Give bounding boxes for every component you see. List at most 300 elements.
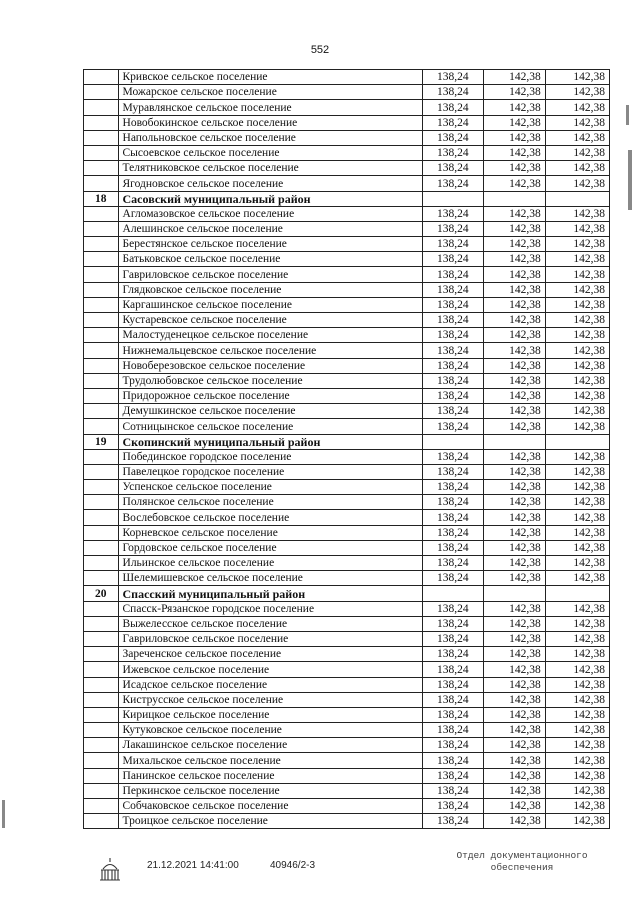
settlement-row	[84, 145, 610, 160]
settlement-name: Спасский муниципальный район	[118, 586, 423, 601]
value-3: 142,38	[545, 115, 609, 130]
value-3: 142,38	[545, 85, 609, 100]
settlement-row	[84, 267, 610, 282]
row-number	[84, 723, 119, 738]
value-1: 138,24	[423, 571, 483, 586]
value-1: 138,24	[423, 707, 483, 722]
value-3: 142,38	[545, 206, 609, 221]
value-3: 142,38	[545, 783, 609, 798]
settlement-name: Кирицкое сельское поселение	[118, 707, 423, 722]
value-2: 142,38	[483, 464, 545, 479]
value-2: 142,38	[483, 753, 545, 768]
value-2: 142,38	[483, 677, 545, 692]
settlement-row	[84, 738, 610, 753]
value-1: 138,24	[423, 662, 483, 677]
settlement-row	[84, 449, 610, 464]
value-2: 142,38	[483, 814, 545, 829]
row-number	[84, 297, 119, 312]
value-1: 138,24	[423, 115, 483, 130]
settlement-row	[84, 677, 610, 692]
value-3: 142,38	[545, 495, 609, 510]
value-1: 138,24	[423, 647, 483, 662]
settlement-name: Кривское сельское поселение	[118, 70, 423, 85]
settlement-name: Демушкинское сельское поселение	[118, 404, 423, 419]
value-1: 138,24	[423, 328, 483, 343]
value-2: 142,38	[483, 647, 545, 662]
value-3: 142,38	[545, 130, 609, 145]
value-1: 138,24	[423, 510, 483, 525]
settlement-row	[84, 510, 610, 525]
value-1: 138,24	[423, 313, 483, 328]
value-3: 142,38	[545, 799, 609, 814]
value-3: 142,38	[545, 282, 609, 297]
row-number	[84, 662, 119, 677]
value-1: 138,24	[423, 161, 483, 176]
value-2: 142,38	[483, 556, 545, 571]
row-number	[84, 738, 119, 753]
value-1: 138,24	[423, 799, 483, 814]
value-2: 142,38	[483, 358, 545, 373]
settlement-name: Трудолюбовское сельское поселение	[118, 373, 423, 388]
value-3: 142,38	[545, 768, 609, 783]
value-2: 142,38	[483, 70, 545, 85]
value-1: 138,24	[423, 282, 483, 297]
value-1: 138,24	[423, 449, 483, 464]
settlement-name: Алешинское сельское поселение	[118, 221, 423, 236]
value-3: 142,38	[545, 814, 609, 829]
value-2: 142,38	[483, 85, 545, 100]
row-number	[84, 647, 119, 662]
row-number	[84, 404, 119, 419]
row-number	[84, 571, 119, 586]
value-2: 142,38	[483, 373, 545, 388]
value-1: 138,24	[423, 206, 483, 221]
settlement-name: Каргашинское сельское поселение	[118, 297, 423, 312]
row-number	[84, 510, 119, 525]
value-3: 142,38	[545, 601, 609, 616]
settlement-row	[84, 662, 610, 677]
row-number	[84, 252, 119, 267]
value-1	[423, 434, 483, 449]
value-3: 142,38	[545, 145, 609, 160]
settlement-row	[84, 631, 610, 646]
value-2: 142,38	[483, 252, 545, 267]
value-1: 138,24	[423, 343, 483, 358]
value-3: 142,38	[545, 480, 609, 495]
value-1: 138,24	[423, 601, 483, 616]
value-3: 142,38	[545, 647, 609, 662]
emblem-icon	[97, 856, 123, 882]
settlement-row	[84, 753, 610, 768]
row-number: 18	[84, 191, 119, 206]
settlement-row	[84, 282, 610, 297]
settlement-name: Побединское городское поселение	[118, 449, 423, 464]
value-3: 142,38	[545, 738, 609, 753]
settlement-row	[84, 571, 610, 586]
settlement-name: Сасовский муниципальный район	[118, 191, 423, 206]
settlement-row	[84, 525, 610, 540]
value-2: 142,38	[483, 328, 545, 343]
value-1: 138,24	[423, 753, 483, 768]
settlement-name: Новобокинское сельское поселение	[118, 115, 423, 130]
settlement-name: Гордовское сельское поселение	[118, 540, 423, 555]
value-2: 142,38	[483, 100, 545, 115]
value-1: 138,24	[423, 130, 483, 145]
value-2: 142,38	[483, 495, 545, 510]
value-1: 138,24	[423, 677, 483, 692]
row-number	[84, 449, 119, 464]
row-number	[84, 221, 119, 236]
row-number	[84, 692, 119, 707]
value-1: 138,24	[423, 237, 483, 252]
row-number	[84, 358, 119, 373]
value-1: 138,24	[423, 783, 483, 798]
row-number: 20	[84, 586, 119, 601]
row-number	[84, 768, 119, 783]
value-3: 142,38	[545, 631, 609, 646]
row-number	[84, 373, 119, 388]
value-3: 142,38	[545, 221, 609, 236]
settlement-name: Ягодновское сельское поселение	[118, 176, 423, 191]
settlement-name: Киструсское сельское поселение	[118, 692, 423, 707]
value-3: 142,38	[545, 692, 609, 707]
settlement-row	[84, 206, 610, 221]
value-2: 142,38	[483, 525, 545, 540]
value-2: 142,38	[483, 237, 545, 252]
value-1: 138,24	[423, 540, 483, 555]
value-1: 138,24	[423, 221, 483, 236]
value-1: 138,24	[423, 723, 483, 738]
value-1: 138,24	[423, 145, 483, 160]
value-3	[545, 586, 609, 601]
settlement-name: Полянское сельское поселение	[118, 495, 423, 510]
row-number	[84, 495, 119, 510]
settlement-row	[84, 692, 610, 707]
value-1: 138,24	[423, 419, 483, 434]
row-number	[84, 145, 119, 160]
row-number	[84, 783, 119, 798]
value-3: 142,38	[545, 449, 609, 464]
value-3: 142,38	[545, 313, 609, 328]
value-3: 142,38	[545, 464, 609, 479]
settlement-row	[84, 313, 610, 328]
row-number	[84, 480, 119, 495]
settlement-row	[84, 783, 610, 798]
settlement-name: Придорожное сельское поселение	[118, 388, 423, 403]
row-number	[84, 419, 119, 434]
value-1: 138,24	[423, 525, 483, 540]
settlement-name: Батьковское сельское поселение	[118, 252, 423, 267]
value-1: 138,24	[423, 814, 483, 829]
value-3: 142,38	[545, 556, 609, 571]
value-1: 138,24	[423, 404, 483, 419]
settlement-row	[84, 252, 610, 267]
value-2	[483, 434, 545, 449]
settlement-name: Корневское сельское поселение	[118, 525, 423, 540]
row-number	[84, 237, 119, 252]
value-2: 142,38	[483, 176, 545, 191]
value-2: 142,38	[483, 419, 545, 434]
value-2: 142,38	[483, 616, 545, 631]
row-number	[84, 343, 119, 358]
settlement-row	[84, 723, 610, 738]
settlement-row	[84, 221, 610, 236]
value-3: 142,38	[545, 616, 609, 631]
settlement-name: Нижнемальцевское сельское поселение	[118, 343, 423, 358]
margin-scan-mark	[2, 800, 5, 828]
value-3: 142,38	[545, 723, 609, 738]
settlement-name: Троицкое сельское поселение	[118, 814, 423, 829]
value-3: 142,38	[545, 100, 609, 115]
value-2: 142,38	[483, 221, 545, 236]
value-3: 142,38	[545, 358, 609, 373]
settlement-name: Глядковское сельское поселение	[118, 282, 423, 297]
row-number	[84, 328, 119, 343]
settlement-name: Павелецкое городское поселение	[118, 464, 423, 479]
stamp-line-2: обеспечения	[490, 862, 554, 873]
value-3: 142,38	[545, 328, 609, 343]
row-number	[84, 677, 119, 692]
settlement-name: Перкинское сельское поселение	[118, 783, 423, 798]
settlement-name: Ильинское сельское поселение	[118, 556, 423, 571]
settlement-name: Вослебовское сельское поселение	[118, 510, 423, 525]
value-2: 142,38	[483, 130, 545, 145]
value-2: 142,38	[483, 313, 545, 328]
row-number	[84, 814, 119, 829]
settlement-name: Выжелесское сельское поселение	[118, 616, 423, 631]
value-1: 138,24	[423, 176, 483, 191]
value-3	[545, 191, 609, 206]
district-row	[84, 191, 610, 206]
value-3: 142,38	[545, 373, 609, 388]
value-1: 138,24	[423, 556, 483, 571]
value-1	[423, 586, 483, 601]
value-1: 138,24	[423, 738, 483, 753]
settlement-row	[84, 343, 610, 358]
value-2: 142,38	[483, 297, 545, 312]
value-3: 142,38	[545, 510, 609, 525]
value-3: 142,38	[545, 753, 609, 768]
row-number	[84, 556, 119, 571]
value-1: 138,24	[423, 388, 483, 403]
settlement-row	[84, 647, 610, 662]
row-number	[84, 464, 119, 479]
value-1: 138,24	[423, 495, 483, 510]
value-1: 138,24	[423, 373, 483, 388]
value-3: 142,38	[545, 70, 609, 85]
value-2: 142,38	[483, 388, 545, 403]
value-2	[483, 586, 545, 601]
settlement-name: Скопинский муниципальный район	[118, 434, 423, 449]
settlement-row	[84, 161, 610, 176]
settlement-row	[84, 464, 610, 479]
settlement-name: Лакашинское сельское поселение	[118, 738, 423, 753]
margin-scan-mark	[628, 150, 632, 210]
settlement-row	[84, 480, 610, 495]
value-2: 142,38	[483, 343, 545, 358]
value-2: 142,38	[483, 631, 545, 646]
value-2: 142,38	[483, 601, 545, 616]
settlement-name: Кустаревское сельское поселение	[118, 313, 423, 328]
settlement-name: Новоберезовское сельское поселение	[118, 358, 423, 373]
value-1: 138,24	[423, 70, 483, 85]
value-2: 142,38	[483, 404, 545, 419]
row-number	[84, 616, 119, 631]
value-3: 142,38	[545, 252, 609, 267]
settlement-row	[84, 768, 610, 783]
settlement-name: Можарское сельское поселение	[118, 85, 423, 100]
value-1	[423, 191, 483, 206]
settlement-name: Берестянское сельское поселение	[118, 237, 423, 252]
value-3: 142,38	[545, 343, 609, 358]
settlement-row	[84, 556, 610, 571]
row-number	[84, 753, 119, 768]
value-2: 142,38	[483, 449, 545, 464]
settlement-name: Агломазовское сельское поселение	[118, 206, 423, 221]
value-2	[483, 191, 545, 206]
value-1: 138,24	[423, 85, 483, 100]
value-3	[545, 434, 609, 449]
value-2: 142,38	[483, 540, 545, 555]
settlement-name: Малостуденецкое сельское поселение	[118, 328, 423, 343]
row-number	[84, 115, 119, 130]
row-number	[84, 388, 119, 403]
value-1: 138,24	[423, 631, 483, 646]
settlement-row	[84, 297, 610, 312]
settlement-name: Спасск-Рязанское городское поселение	[118, 601, 423, 616]
settlement-row	[84, 419, 610, 434]
value-3: 142,38	[545, 388, 609, 403]
value-2: 142,38	[483, 692, 545, 707]
value-2: 142,38	[483, 267, 545, 282]
settlement-name: Муравлянское сельское поселение	[118, 100, 423, 115]
margin-scan-mark	[626, 105, 629, 125]
settlement-name: Шелемишевское сельское поселение	[118, 571, 423, 586]
value-3: 142,38	[545, 525, 609, 540]
department-stamp	[442, 850, 602, 874]
value-3: 142,38	[545, 176, 609, 191]
settlements-table	[83, 69, 610, 829]
stamp-line-1: Отдел документационного	[456, 850, 588, 861]
settlement-row	[84, 495, 610, 510]
settlement-name: Кутуковское сельское поселение	[118, 723, 423, 738]
settlement-row	[84, 176, 610, 191]
value-2: 142,38	[483, 480, 545, 495]
settlement-name: Сотницынское сельское поселение	[118, 419, 423, 434]
settlement-row	[84, 707, 610, 722]
footer-datetime: 21.12.2021 14:41:00	[147, 860, 239, 871]
settlement-row	[84, 404, 610, 419]
settlement-name: Гавриловское сельское поселение	[118, 267, 423, 282]
value-3: 142,38	[545, 707, 609, 722]
row-number	[84, 799, 119, 814]
value-2: 142,38	[483, 510, 545, 525]
value-3: 142,38	[545, 419, 609, 434]
row-number	[84, 267, 119, 282]
row-number	[84, 525, 119, 540]
value-1: 138,24	[423, 692, 483, 707]
settlement-name: Исадское сельское поселение	[118, 677, 423, 692]
settlement-row	[84, 388, 610, 403]
settlement-row	[84, 237, 610, 252]
value-3: 142,38	[545, 237, 609, 252]
settlement-row	[84, 540, 610, 555]
value-2: 142,38	[483, 738, 545, 753]
value-2: 142,38	[483, 115, 545, 130]
value-1: 138,24	[423, 100, 483, 115]
settlement-name: Напольновское сельское поселение	[118, 130, 423, 145]
value-2: 142,38	[483, 145, 545, 160]
value-3: 142,38	[545, 540, 609, 555]
settlement-name: Собчаковское сельское поселение	[118, 799, 423, 814]
row-number	[84, 601, 119, 616]
settlement-row	[84, 328, 610, 343]
settlement-row	[84, 373, 610, 388]
settlement-row	[84, 601, 610, 616]
value-3: 142,38	[545, 677, 609, 692]
value-3: 142,38	[545, 267, 609, 282]
value-2: 142,38	[483, 571, 545, 586]
row-number	[84, 631, 119, 646]
settlement-row	[84, 358, 610, 373]
row-number	[84, 707, 119, 722]
value-1: 138,24	[423, 252, 483, 267]
settlement-name: Гавриловское сельское поселение	[118, 631, 423, 646]
settlement-row	[84, 70, 610, 85]
row-number	[84, 85, 119, 100]
settlement-name: Панинское сельское поселение	[118, 768, 423, 783]
value-1: 138,24	[423, 464, 483, 479]
value-2: 142,38	[483, 206, 545, 221]
footer-doc-id: 40946/2-3	[270, 860, 316, 871]
settlement-row	[84, 130, 610, 145]
row-number	[84, 161, 119, 176]
row-number	[84, 176, 119, 191]
settlement-row	[84, 115, 610, 130]
row-number	[84, 206, 119, 221]
page-number: 552	[310, 44, 330, 56]
value-3: 142,38	[545, 571, 609, 586]
value-1: 138,24	[423, 768, 483, 783]
value-2: 142,38	[483, 282, 545, 297]
settlement-row	[84, 85, 610, 100]
value-1: 138,24	[423, 358, 483, 373]
value-2: 142,38	[483, 768, 545, 783]
settlement-name: Михальское сельское поселение	[118, 753, 423, 768]
value-3: 142,38	[545, 161, 609, 176]
row-number	[84, 540, 119, 555]
settlement-name: Телятниковское сельское поселение	[118, 161, 423, 176]
value-2: 142,38	[483, 662, 545, 677]
value-3: 142,38	[545, 297, 609, 312]
row-number	[84, 282, 119, 297]
district-row	[84, 586, 610, 601]
value-2: 142,38	[483, 799, 545, 814]
value-2: 142,38	[483, 723, 545, 738]
settlement-name: Ижевское сельское поселение	[118, 662, 423, 677]
settlement-name: Успенское сельское поселение	[118, 480, 423, 495]
settlement-row	[84, 799, 610, 814]
row-number	[84, 313, 119, 328]
value-1: 138,24	[423, 267, 483, 282]
row-number	[84, 130, 119, 145]
value-1: 138,24	[423, 616, 483, 631]
value-3: 142,38	[545, 662, 609, 677]
value-2: 142,38	[483, 161, 545, 176]
settlement-name: Сысоевское сельское поселение	[118, 145, 423, 160]
value-2: 142,38	[483, 783, 545, 798]
row-number	[84, 100, 119, 115]
